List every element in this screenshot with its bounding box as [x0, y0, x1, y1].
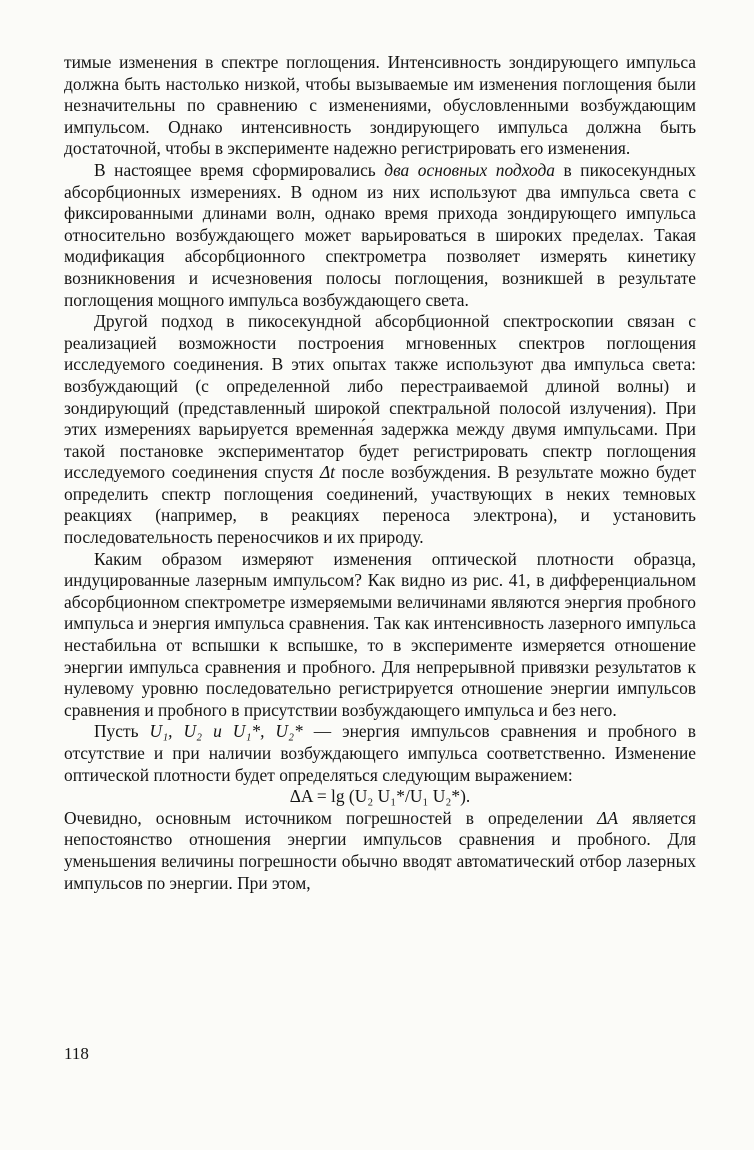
paragraph-3-start: Другой подход в пикосекундной абсорбционной спектроскопии связан с реализацией возможности построения мгновенных спектров поглощения исследуемого соединения. В этих опытах также используют два импульса света: возбуждающий (с определенной либо перестраиваемой длиной волны) и зондирующий (представленный широкой спектральной полосой излучения). При этих измерениях варьируется временна́я задержка между двумя импульсами. При такой постановке экспериментатор будет регистрировать спектр поглощения исследуемого соединения спустя — [64, 311, 696, 483]
paragraph-5-variables: U₁, U₂ и U₁*, U₂* — [149, 721, 303, 742]
formula-delta-a: ΔA = lg (U₂ U₁*/U₁ U₂*). — [289, 786, 471, 807]
page-body — [64, 52, 696, 894]
paragraph-2 — [64, 160, 696, 311]
paragraph-5 — [64, 721, 696, 786]
paragraph-2-rest: в пикосекундных абсорбционных измерениях. В одном из них используют два импульса света с фиксированными длинами волн, однако время прихода зондирующего импульса относительно возбуждающего может варьироваться в широких пределах. Такая модификация абсорбционного спектрометра позволяет измерять кинетику возникновения и исчезновения полосы поглощения, возникшей в результате поглощения мощного импульса возбуждающего света. — [64, 159, 696, 310]
paragraph-2-emphasis: два основных подхода — [384, 159, 555, 180]
paragraph-1: тимые изменения в спектре поглощения. Интенсивность зондирующего импульса должна быть настолько низкой, чтобы вызываемые им изменения поглощения были незначительны по сравнению с изменениями, обусловленными возбуждающим импульсом. Однако интенсивность зондирующего импульса должна быть достаточной, чтобы в эксперименте надежно регистрировать его изменения. — [64, 52, 696, 159]
paragraph-5-start: Пусть — [94, 721, 150, 742]
paragraph-3 — [64, 311, 696, 549]
paragraph-5-rest: — энергия импульсов сравнения и пробного в отсутствие и при наличии возбуждающего импульса соответственно. Изменение оптической плотности будет определяться следующим выражением: — [64, 721, 696, 785]
paragraph-6-delta-a: ΔA — [597, 807, 619, 828]
paragraph-6-rest: является непостоянство отношения энергии импульсов сравнения и пробного. Для уменьшения величины погрешности обычно вводят автоматический отбор лазерных импульсов по энергии. При этом, — [64, 807, 696, 893]
paragraph-3-delta-t: Δt — [319, 462, 335, 483]
paragraph-2-start: В настоящее время сформировались — [94, 159, 385, 180]
page-number: 118 — [64, 1044, 89, 1063]
paragraph-6-start: Очевидно, основным источником погрешностей в определении — [64, 807, 598, 828]
paragraph-4: Каким образом измеряют изменения оптической плотности образца, индуцированные лазерным импульсом? Как видно из рис. 41, в дифференциальном абсорбционном спектрометре измеряемыми величинами являются энергия пробного импульса и энергия импульса сравнения. Так как интенсивность лазерного импульса нестабильна от вспышки к вспышке, то в эксперименте измеряется отношение энергии импульса сравнения и пробного. Для непрерывной привязки результатов к нулевому уровню последовательно регистрируется отношение энергии импульсов сравнения и пробного в присутствии возбуждающего импульса и без него. — [64, 548, 696, 720]
paragraph-3-rest: после возбуждения. В результате можно будет определить спектр поглощения соединений, участвующих в неких темновых реакциях (например, в реакциях переноса электрона), и установить последовательность переносчиков и их природу. — [64, 462, 696, 548]
paragraph-6 — [64, 808, 696, 894]
